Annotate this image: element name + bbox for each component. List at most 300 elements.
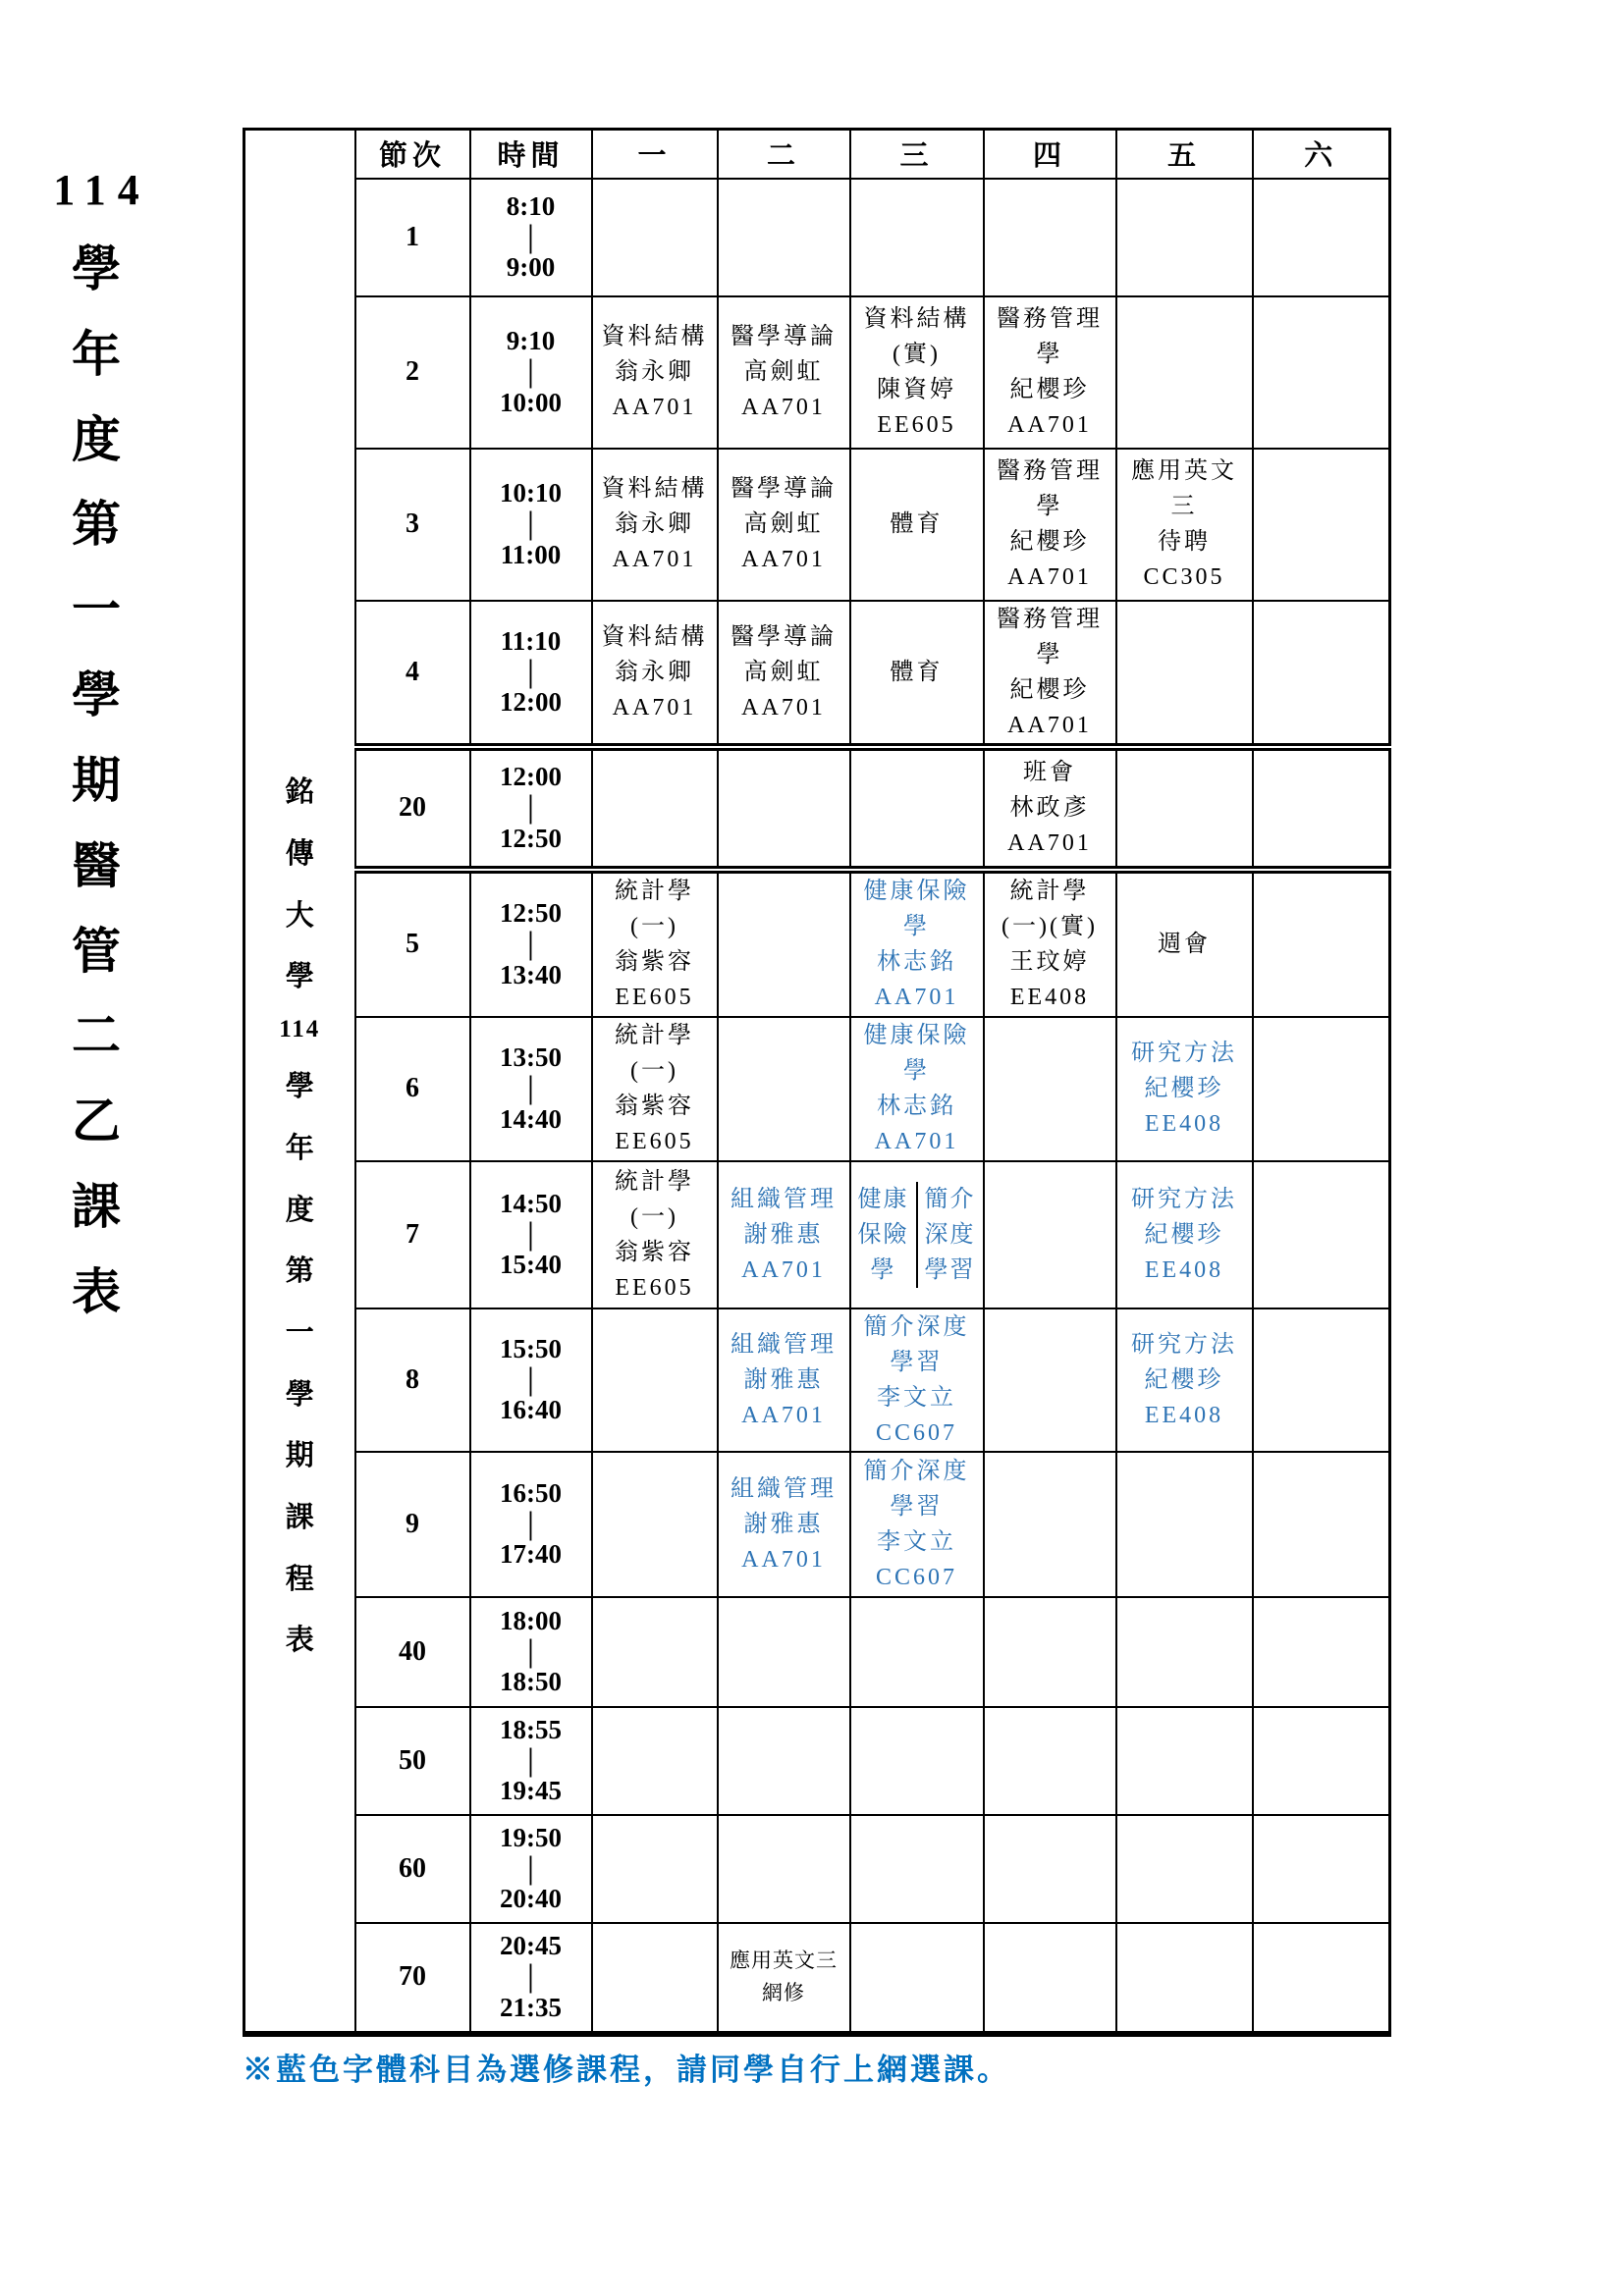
course-line: 學 bbox=[1036, 494, 1063, 519]
empty-cell-mon bbox=[592, 179, 718, 296]
course-line: AA701 bbox=[741, 547, 826, 572]
time-separator: | bbox=[527, 1958, 534, 1995]
course-line: 應用英文 bbox=[1131, 458, 1237, 484]
time-end: 16:40 bbox=[500, 1395, 562, 1425]
course-line: AA701 bbox=[741, 395, 826, 420]
empty-cell-sat bbox=[1253, 870, 1390, 1017]
empty-cell-fri bbox=[1116, 601, 1253, 747]
title-char: 第 bbox=[72, 497, 121, 553]
course-entry bbox=[593, 1164, 717, 1306]
course-line: 統計學 bbox=[615, 1023, 694, 1048]
period-cell: 20 bbox=[355, 747, 470, 870]
course-line: 紀櫻珍 bbox=[1144, 1076, 1224, 1101]
school-label-char: 銘 bbox=[285, 776, 314, 809]
period-cell: 1 bbox=[355, 179, 470, 296]
course-line: AA701 bbox=[741, 694, 826, 721]
time-separator: | bbox=[527, 1849, 534, 1886]
course-line: AA701 bbox=[874, 1129, 959, 1154]
empty-cell-thu bbox=[984, 179, 1116, 296]
course-cell-fri bbox=[1116, 1017, 1253, 1161]
time-start: 15:50 bbox=[500, 1333, 562, 1363]
empty-cell-mon bbox=[592, 747, 718, 870]
course-line: EE408 bbox=[1144, 1256, 1224, 1283]
course-line: (實) bbox=[893, 342, 941, 367]
course-line: 待聘 bbox=[1158, 529, 1211, 555]
course-line: (一) bbox=[630, 1203, 678, 1230]
page-title-vertical bbox=[45, 165, 151, 1323]
course-cell-wed bbox=[850, 1452, 984, 1597]
time-cell bbox=[470, 1161, 592, 1308]
course-line: 組織管理 bbox=[731, 1331, 837, 1358]
course-line: 體育 bbox=[890, 659, 944, 685]
period-cell: 50 bbox=[355, 1707, 470, 1815]
course-cell-wed bbox=[850, 601, 984, 747]
course-line: 週會 bbox=[1158, 932, 1211, 957]
course-line: 班會 bbox=[1023, 760, 1076, 785]
course-entry bbox=[851, 874, 983, 1015]
time-start: 14:50 bbox=[500, 1188, 562, 1218]
empty-cell-fri bbox=[1116, 1923, 1253, 2034]
period-cell: 5 bbox=[355, 870, 470, 1017]
time-separator: | bbox=[527, 1505, 534, 1541]
time-separator: | bbox=[527, 1070, 534, 1106]
empty-cell-sat bbox=[1253, 1161, 1390, 1308]
course-line: 謝雅惠 bbox=[743, 1366, 824, 1393]
time-cell bbox=[470, 1815, 592, 1923]
course-line: 醫學導論 bbox=[731, 623, 837, 650]
course-cell-thu bbox=[984, 601, 1116, 747]
school-label-char: 傳 bbox=[285, 837, 314, 870]
period-cell: 7 bbox=[355, 1161, 470, 1308]
course-line: 謝雅惠 bbox=[743, 1511, 824, 1537]
course-line: 應用英文三 bbox=[730, 1949, 838, 1973]
course-entry bbox=[851, 1018, 983, 1159]
time-cell bbox=[470, 1597, 592, 1707]
course-cell-mon bbox=[592, 601, 718, 747]
empty-cell-tue bbox=[718, 747, 850, 870]
course-cell-mon bbox=[592, 870, 718, 1017]
time-separator: | bbox=[527, 1632, 534, 1669]
course-line: AA701 bbox=[1007, 412, 1092, 438]
empty-cell-fri bbox=[1116, 1707, 1253, 1815]
course-line: 學 bbox=[1036, 342, 1063, 367]
course-line: 簡介深度 bbox=[863, 1313, 970, 1340]
course-line: AA701 bbox=[1007, 830, 1092, 856]
course-cell-tue bbox=[718, 1161, 850, 1308]
course-cell-tue bbox=[718, 1452, 850, 1597]
course-cell-wed bbox=[850, 1308, 984, 1452]
empty-cell-sat bbox=[1253, 1308, 1390, 1452]
empty-cell-sat bbox=[1253, 747, 1390, 870]
title-char: 乙 bbox=[72, 1094, 121, 1149]
course-line: 簡介深度 bbox=[863, 1458, 970, 1484]
school-label-char: 程 bbox=[285, 1563, 314, 1595]
empty-cell-wed bbox=[850, 1815, 984, 1923]
course-line: 研究方法 bbox=[1131, 1186, 1237, 1212]
course-line: 醫務管理 bbox=[997, 306, 1103, 332]
period-cell: 40 bbox=[355, 1597, 470, 1707]
period-cell: 60 bbox=[355, 1815, 470, 1923]
school-label-char: 一 bbox=[285, 1317, 314, 1350]
course-entry bbox=[1117, 1182, 1252, 1288]
school-label-char: 學 bbox=[285, 1071, 314, 1103]
course-cell-fri bbox=[1116, 1161, 1253, 1308]
empty-cell-thu bbox=[984, 1923, 1116, 2034]
course-cell-thu bbox=[984, 870, 1116, 1017]
time-end: 21:35 bbox=[500, 1992, 562, 2022]
col-header-wed: 三 bbox=[850, 130, 984, 179]
title-char: 期 bbox=[72, 752, 121, 808]
empty-cell-sat bbox=[1253, 1815, 1390, 1923]
course-line: 林志銘 bbox=[877, 1094, 956, 1119]
timetable-row bbox=[244, 1597, 1390, 1707]
course-cell-fri bbox=[1116, 870, 1253, 1017]
title-char: 度 bbox=[72, 411, 121, 467]
course-line: EE408 bbox=[1144, 1111, 1224, 1137]
school-label-char: 度 bbox=[285, 1194, 314, 1226]
school-label-text bbox=[245, 770, 354, 1658]
course-entry bbox=[593, 319, 717, 425]
course-line: EE605 bbox=[615, 1129, 694, 1154]
course-line: CC305 bbox=[1143, 564, 1225, 590]
course-cell-tue bbox=[718, 296, 850, 449]
course-line: 高劍虹 bbox=[743, 511, 824, 537]
timetable-row bbox=[244, 1308, 1390, 1452]
school-label bbox=[244, 130, 355, 2034]
course-line: 紀櫻珍 bbox=[1009, 529, 1090, 555]
empty-cell-wed bbox=[850, 747, 984, 870]
col-header-sat: 六 bbox=[1253, 130, 1390, 179]
timetable-row bbox=[244, 1923, 1390, 2034]
time-cell bbox=[470, 870, 592, 1017]
school-label-char: 表 bbox=[285, 1625, 314, 1657]
empty-cell-tue bbox=[718, 1597, 850, 1707]
timetable-row bbox=[244, 179, 1390, 296]
time-range bbox=[471, 1823, 591, 1914]
course-line: 高劍虹 bbox=[743, 359, 824, 385]
course-line: 醫務管理 bbox=[997, 458, 1103, 484]
time-end: 9:00 bbox=[506, 252, 556, 283]
course-line: 組織管理 bbox=[731, 1186, 837, 1212]
course-line: 紀櫻珍 bbox=[1144, 1366, 1224, 1393]
time-range bbox=[471, 762, 591, 853]
course-entry bbox=[593, 1018, 717, 1159]
time-end: 11:00 bbox=[500, 539, 562, 569]
time-cell bbox=[470, 179, 592, 296]
empty-cell-tue bbox=[718, 1707, 850, 1815]
course-line: 林志銘 bbox=[877, 949, 956, 975]
time-separator: | bbox=[527, 926, 534, 962]
course-entry bbox=[719, 1471, 849, 1577]
timetable-row bbox=[244, 1452, 1390, 1597]
period-cell: 3 bbox=[355, 449, 470, 601]
course-line: AA701 bbox=[741, 1546, 826, 1573]
course-line: 翁永卿 bbox=[615, 359, 694, 385]
time-range bbox=[471, 1478, 591, 1570]
course-line: EE408 bbox=[1009, 985, 1090, 1010]
time-end: 17:40 bbox=[500, 1539, 562, 1570]
empty-cell-wed bbox=[850, 1597, 984, 1707]
course-line: 學習 bbox=[924, 1256, 976, 1283]
course-cell-fri bbox=[1116, 449, 1253, 601]
course-cell-wed bbox=[850, 296, 984, 449]
course-line: EE408 bbox=[1144, 1402, 1224, 1428]
time-range bbox=[471, 1189, 591, 1280]
course-line: 研究方法 bbox=[1131, 1331, 1237, 1358]
timetable-row bbox=[244, 1017, 1390, 1161]
time-start: 10:10 bbox=[500, 478, 562, 508]
course-cell-mon bbox=[592, 1017, 718, 1161]
course-entry bbox=[851, 1309, 983, 1451]
time-cell bbox=[470, 1707, 592, 1815]
time-end: 12:50 bbox=[500, 823, 562, 853]
timetable bbox=[243, 128, 1391, 2037]
empty-cell-mon bbox=[592, 1815, 718, 1923]
course-entry bbox=[593, 471, 717, 577]
timetable-row bbox=[244, 1707, 1390, 1815]
empty-cell-mon bbox=[592, 1923, 718, 2034]
time-separator: | bbox=[527, 1741, 534, 1778]
empty-cell-fri bbox=[1116, 179, 1253, 296]
course-cell-mon bbox=[592, 296, 718, 449]
course-line: 健康 bbox=[857, 1186, 909, 1212]
title-char: 管 bbox=[72, 923, 121, 979]
timetable-row bbox=[244, 1815, 1390, 1923]
course-line: 體育 bbox=[890, 511, 944, 537]
time-start: 12:00 bbox=[500, 762, 562, 792]
course-line: 保險 bbox=[857, 1221, 909, 1248]
col-header-period: 節次 bbox=[355, 130, 470, 179]
course-line: EE605 bbox=[615, 1274, 694, 1301]
timetable-row bbox=[244, 870, 1390, 1017]
school-label-char: 學 bbox=[285, 1378, 314, 1411]
time-range bbox=[471, 626, 591, 718]
course-line: CC607 bbox=[875, 1419, 957, 1446]
time-start: 18:00 bbox=[500, 1605, 562, 1635]
elective-note: ※藍色字體科目為選修課程，請同學自行上網選課。 bbox=[243, 2053, 1010, 2087]
course-cell-wed bbox=[850, 1161, 984, 1308]
col-header-fri: 五 bbox=[1116, 130, 1253, 179]
course-entry bbox=[985, 301, 1115, 443]
empty-cell-sat bbox=[1253, 1707, 1390, 1815]
split-course-1 bbox=[851, 1182, 918, 1288]
time-range bbox=[471, 1606, 591, 1697]
course-line: 資料結構 bbox=[601, 324, 708, 349]
course-entry bbox=[719, 1327, 849, 1433]
course-line: 王玟婷 bbox=[1009, 949, 1090, 975]
empty-cell-fri bbox=[1116, 1597, 1253, 1707]
course-entry bbox=[719, 619, 849, 725]
course-line: 紀櫻珍 bbox=[1009, 676, 1090, 703]
course-line: 醫學導論 bbox=[731, 476, 837, 502]
course-line: (一) bbox=[630, 914, 678, 939]
course-line: 學 bbox=[870, 1256, 896, 1283]
course-entry bbox=[851, 301, 983, 443]
empty-cell-fri bbox=[1116, 1815, 1253, 1923]
course-line: 資料結構 bbox=[863, 306, 970, 332]
course-cell-thu bbox=[984, 747, 1116, 870]
title-char: 課 bbox=[72, 1179, 121, 1235]
course-line: 簡介 bbox=[924, 1186, 976, 1212]
course-entry bbox=[985, 454, 1115, 595]
course-entry bbox=[719, 319, 849, 425]
time-end: 15:40 bbox=[500, 1250, 562, 1280]
empty-cell-sat bbox=[1253, 1452, 1390, 1597]
timetable-row bbox=[244, 449, 1390, 601]
course-line: 網修 bbox=[762, 1981, 805, 2004]
empty-cell-thu bbox=[984, 1815, 1116, 1923]
time-start: 16:50 bbox=[500, 1477, 562, 1508]
empty-cell-sat bbox=[1253, 1923, 1390, 2034]
timetable-row bbox=[244, 296, 1390, 449]
course-line: 翁紫容 bbox=[615, 1094, 694, 1119]
school-label-char: 114 bbox=[279, 1015, 321, 1042]
course-line: 謝雅惠 bbox=[743, 1221, 824, 1248]
course-entry bbox=[1117, 1327, 1252, 1433]
empty-cell-mon bbox=[592, 1707, 718, 1815]
course-line: 學 bbox=[1036, 641, 1063, 667]
time-range bbox=[471, 1042, 591, 1134]
course-line: CC607 bbox=[875, 1564, 957, 1590]
course-line: 統計學 bbox=[615, 879, 694, 904]
time-cell bbox=[470, 449, 592, 601]
empty-cell-mon bbox=[592, 1597, 718, 1707]
course-entry bbox=[985, 874, 1115, 1015]
course-line: 林政彥 bbox=[1009, 795, 1090, 821]
course-entry bbox=[851, 507, 983, 542]
time-range bbox=[471, 191, 591, 283]
col-header-tue: 二 bbox=[718, 130, 850, 179]
course-line: 醫學導論 bbox=[731, 324, 837, 349]
empty-cell-thu bbox=[984, 1597, 1116, 1707]
time-separator: | bbox=[527, 1215, 534, 1252]
timetable-row bbox=[244, 601, 1390, 747]
course-entry bbox=[1117, 454, 1252, 595]
course-line: AA701 bbox=[741, 1256, 826, 1283]
course-cell-tue bbox=[718, 449, 850, 601]
course-line: 研究方法 bbox=[1131, 1041, 1237, 1066]
time-range bbox=[471, 1715, 591, 1806]
empty-cell-tue bbox=[718, 1017, 850, 1161]
course-line: AA701 bbox=[874, 985, 959, 1010]
course-line: AA701 bbox=[741, 1402, 826, 1428]
course-entry bbox=[985, 755, 1115, 861]
time-range bbox=[471, 478, 591, 569]
course-line: 醫務管理 bbox=[997, 606, 1103, 632]
course-entry bbox=[719, 471, 849, 577]
course-line: 陳資婷 bbox=[877, 377, 956, 402]
course-entry bbox=[593, 619, 717, 725]
course-entry bbox=[593, 874, 717, 1015]
course-line: AA701 bbox=[1007, 712, 1092, 738]
course-line: 翁紫容 bbox=[615, 949, 694, 975]
course-cell-fri bbox=[1116, 1308, 1253, 1452]
timetable-row bbox=[244, 1161, 1390, 1308]
title-char: 學 bbox=[72, 240, 121, 296]
time-start: 19:50 bbox=[500, 1822, 562, 1852]
time-start: 12:50 bbox=[500, 898, 562, 929]
period-cell: 9 bbox=[355, 1452, 470, 1597]
course-line: 翁永卿 bbox=[615, 511, 694, 537]
course-entry bbox=[851, 655, 983, 690]
split-course-cell bbox=[851, 1182, 983, 1288]
school-label-char: 期 bbox=[285, 1440, 314, 1472]
empty-cell-sat bbox=[1253, 1017, 1390, 1161]
title-char: 年 bbox=[72, 326, 121, 382]
time-start: 13:50 bbox=[500, 1042, 562, 1073]
time-separator: | bbox=[527, 506, 534, 542]
empty-cell-wed bbox=[850, 1923, 984, 2034]
empty-cell-thu bbox=[984, 1017, 1116, 1161]
course-cell-tue bbox=[718, 601, 850, 747]
period-cell: 70 bbox=[355, 1923, 470, 2034]
empty-cell-wed bbox=[850, 1707, 984, 1815]
course-line: 紀櫻珍 bbox=[1009, 377, 1090, 402]
title-char: 二 bbox=[72, 1008, 121, 1064]
course-line: AA701 bbox=[612, 694, 697, 721]
title-char: 學 bbox=[72, 667, 121, 723]
course-line: 統計學 bbox=[615, 1168, 694, 1195]
time-end: 20:40 bbox=[500, 1884, 562, 1914]
course-entry bbox=[1117, 927, 1252, 962]
course-line: 翁紫容 bbox=[615, 1239, 694, 1265]
time-separator: | bbox=[527, 1361, 534, 1397]
empty-cell-tue bbox=[718, 179, 850, 296]
timetable-row bbox=[244, 747, 1390, 870]
time-separator: | bbox=[527, 218, 534, 254]
empty-cell-thu bbox=[984, 1707, 1116, 1815]
time-start: 18:55 bbox=[500, 1714, 562, 1744]
course-line: 三 bbox=[1170, 494, 1198, 519]
course-entry bbox=[719, 1182, 849, 1288]
course-line: 李文立 bbox=[877, 1384, 956, 1411]
course-entry bbox=[985, 602, 1115, 743]
col-header-mon: 一 bbox=[592, 130, 718, 179]
period-cell: 4 bbox=[355, 601, 470, 747]
time-cell bbox=[470, 1017, 592, 1161]
course-line: 統計學 bbox=[1009, 879, 1090, 904]
time-cell bbox=[470, 1923, 592, 2034]
empty-cell-sat bbox=[1253, 179, 1390, 296]
empty-cell-tue bbox=[718, 1815, 850, 1923]
empty-cell-thu bbox=[984, 1161, 1116, 1308]
time-start: 11:10 bbox=[500, 625, 562, 656]
empty-cell-wed bbox=[850, 179, 984, 296]
time-range bbox=[471, 898, 591, 989]
school-label-char: 學 bbox=[285, 961, 314, 993]
title-char: 一 bbox=[72, 582, 121, 638]
time-start: 9:10 bbox=[506, 326, 556, 356]
course-cell-wed bbox=[850, 1017, 984, 1161]
time-cell bbox=[470, 601, 592, 747]
period-cell: 8 bbox=[355, 1308, 470, 1452]
empty-cell-fri bbox=[1116, 296, 1253, 449]
course-cell-mon bbox=[592, 1161, 718, 1308]
course-cell-mon bbox=[592, 449, 718, 601]
course-line: 李文立 bbox=[877, 1528, 956, 1555]
school-label-char: 課 bbox=[285, 1501, 314, 1533]
split-course-2 bbox=[918, 1182, 983, 1288]
course-line: 紀櫻珍 bbox=[1144, 1221, 1224, 1248]
title-char: 表 bbox=[72, 1263, 121, 1319]
empty-cell-mon bbox=[592, 1452, 718, 1597]
time-range bbox=[471, 1334, 591, 1425]
course-line: 組織管理 bbox=[731, 1475, 837, 1502]
time-cell bbox=[470, 747, 592, 870]
course-line: AA701 bbox=[1007, 564, 1092, 590]
course-line: 學 bbox=[903, 914, 930, 939]
col-header-time: 時間 bbox=[470, 130, 592, 179]
